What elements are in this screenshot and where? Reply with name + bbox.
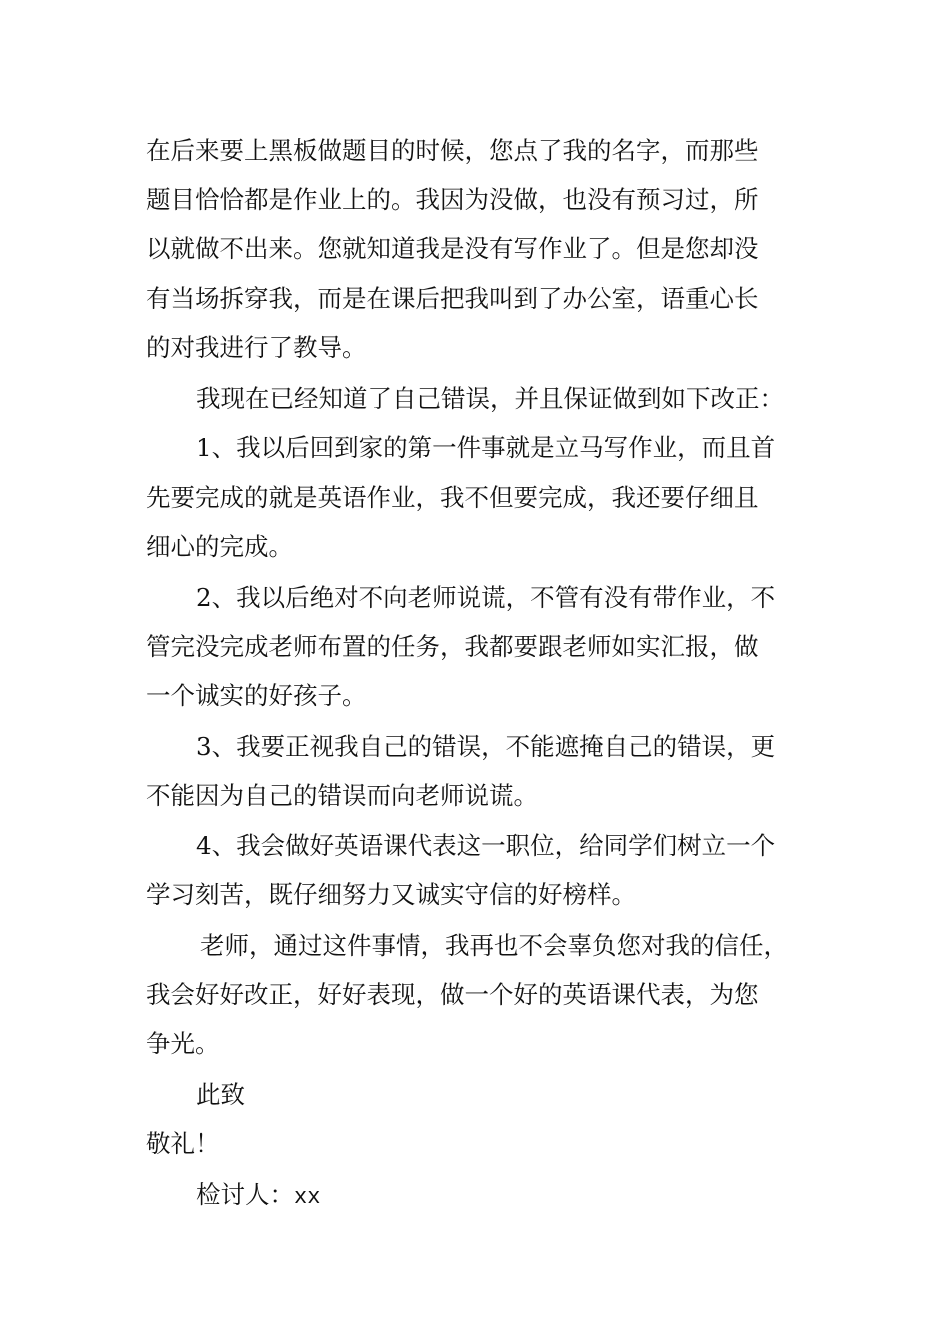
list-item-line: 不能因为自己的错误而向老师说谎。: [146, 781, 538, 810]
list-item-line: 4、我会做好英语课代表这一职位，给同学们树立一个: [196, 831, 776, 860]
paragraph-line: 有当场拆穿我，而是在课后把我叫到了办公室，语重心长: [146, 284, 759, 313]
list-item-line: 细心的完成。: [146, 532, 293, 561]
list-item-line: 1、我以后回到家的第一件事就是立马写作业，而且首: [196, 433, 776, 462]
list-item-line: 管完没完成老师布置的任务，我都要跟老师如实汇报，做: [146, 632, 759, 661]
signature-line: [196, 1180, 320, 1213]
list-item-line: 先要完成的就是英语作业，我不但要完成，我还要仔细且: [146, 483, 759, 512]
list-item-line: 一个诚实的好孩子。: [146, 681, 367, 710]
salutation-line: 敬礼！: [146, 1129, 220, 1158]
closing-paragraph-line: 争光。: [146, 1029, 220, 1058]
signature-label: 检讨人：: [196, 1180, 294, 1209]
list-item-line: 学习刻苦，既仔细努力又诚实守信的好榜样。: [146, 880, 636, 909]
list-item-line: 3、我要正视我自己的错误，不能遮掩自己的错误，更: [196, 732, 776, 761]
paragraph-line: 在后来要上黑板做题目的时候，您点了我的名字，而那些: [146, 136, 759, 165]
salutation-line: 此致: [196, 1080, 245, 1109]
closing-paragraph-line: 我会好好改正，好好表现，做一个好的英语课代表，为您: [146, 980, 759, 1009]
closing-paragraph-line: 老师，通过这件事情，我再也不会辜负您对我的信任，: [200, 931, 788, 960]
signature-name: xx: [294, 1185, 321, 1210]
paragraph-line: 我现在已经知道了自己错误，并且保证做到如下改正：: [196, 384, 784, 413]
list-item-line: 2、我以后绝对不向老师说谎，不管有没有带作业，不: [196, 583, 776, 612]
paragraph-line: 题目恰恰都是作业上的。我因为没做，也没有预习过，所: [146, 185, 759, 214]
paragraph-line: 的对我进行了教导。: [146, 333, 367, 362]
paragraph-line: 以就做不出来。您就知道我是没有写作业了。但是您却没: [146, 234, 759, 263]
